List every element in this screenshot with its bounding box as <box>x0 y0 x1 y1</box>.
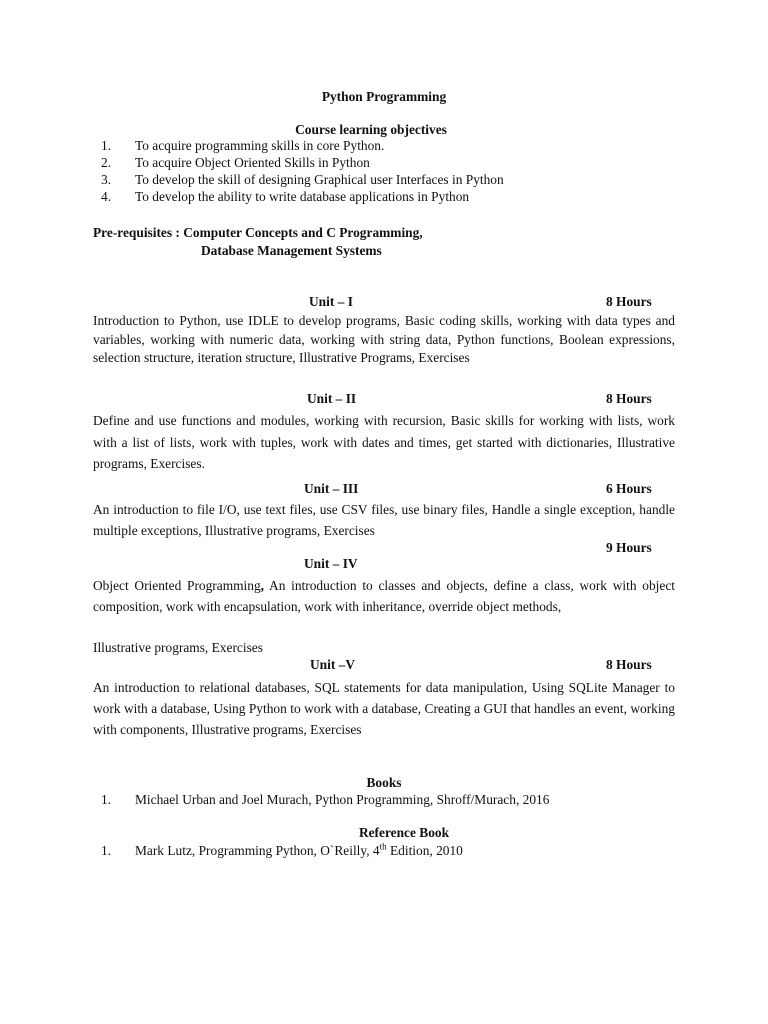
unit-description: Introduction to Python, use IDLE to develop programs, Basic coding skills, working with data types and variables, working with numeric data, working with string data, Python functions, Boolean expressions, selection structure, iteration structure, Illustrative Programs, Exercises <box>93 313 675 365</box>
list-item-number: 3. <box>101 172 112 187</box>
list-item-text: Michael Urban and Joel Murach, Python Programming, Shroff/Murach, 2016 <box>135 792 550 807</box>
unit-description-comma: , <box>260 578 265 593</box>
prerequisites-line-1: Pre-requisites : Computer Concepts and C Programming, <box>93 225 423 240</box>
list-item-number: 1. <box>101 843 112 858</box>
unit-hours: 8 Hours <box>606 391 652 406</box>
books-heading: Books <box>366 775 402 790</box>
list-item-number: 1. <box>101 792 112 807</box>
unit-description-extra: Illustrative programs, Exercises <box>93 640 263 655</box>
unit-description: An introduction to file I/O, use text files, use CSV files, use binary files, Handle a single exception, handle multiple exceptions, Illustrative programs, Exercises <box>93 502 675 538</box>
unit-description: An introduction to relational databases, SQL statements for data manipulation, Using SQLite Manager to work with a database, Using Python to work with a database, Creating a GUI that handles an event, working with components, Illustrative programs, Exercises <box>93 680 675 737</box>
list-item-text: To acquire programming skills in core Python. <box>135 138 385 153</box>
list-item-number: 2. <box>101 155 112 170</box>
reference-superscript: th <box>379 841 387 852</box>
list-item-text: To acquire Object Oriented Skills in Python <box>135 155 370 170</box>
unit-title: Unit – IV <box>304 556 358 571</box>
list-item-text: To develop the skill of designing Graphical user Interfaces in Python <box>135 172 504 187</box>
unit-hours: 8 Hours <box>606 294 652 309</box>
unit-title: Unit –V <box>310 657 356 672</box>
reference-text-end: Edition, 2010 <box>386 843 463 858</box>
unit-description: Define and use functions and modules, working with recursion, Basic skills for working with lists, work with a list of lists, work with tuples, work with dates and times, get started with dictionaries, Illustrative programs, Exercises. <box>93 413 675 471</box>
unit-title: Unit – III <box>304 481 359 496</box>
unit-hours: 9 Hours <box>606 540 652 555</box>
unit-hours: 6 Hours <box>606 481 652 496</box>
reference-heading: Reference Book <box>358 825 450 840</box>
unit-hours: 8 Hours <box>606 657 652 672</box>
list-item-number: 1. <box>101 138 112 153</box>
unit-description <box>93 576 675 617</box>
list-item-number: 4. <box>101 189 112 204</box>
unit-title: Unit – II <box>307 391 357 406</box>
page-title: Python Programming <box>321 89 447 104</box>
reference-text-start: Mark Lutz, Programming Python, O`Reilly, 4 <box>135 843 380 858</box>
list-item-text: To develop the ability to write database applications in Python <box>135 189 470 204</box>
objectives-heading: Course learning objectives <box>295 122 447 137</box>
prerequisites-line-2: Database Management Systems <box>201 243 382 258</box>
list-item-text <box>135 842 463 860</box>
unit-title: Unit – I <box>309 294 353 309</box>
unit-description-body: An introduction to classes and objects, define a class, work with object composition, work with encapsulation, work with inheritance, override object methods, <box>93 578 675 614</box>
unit-description-lead: Object Oriented Programming <box>93 578 261 593</box>
